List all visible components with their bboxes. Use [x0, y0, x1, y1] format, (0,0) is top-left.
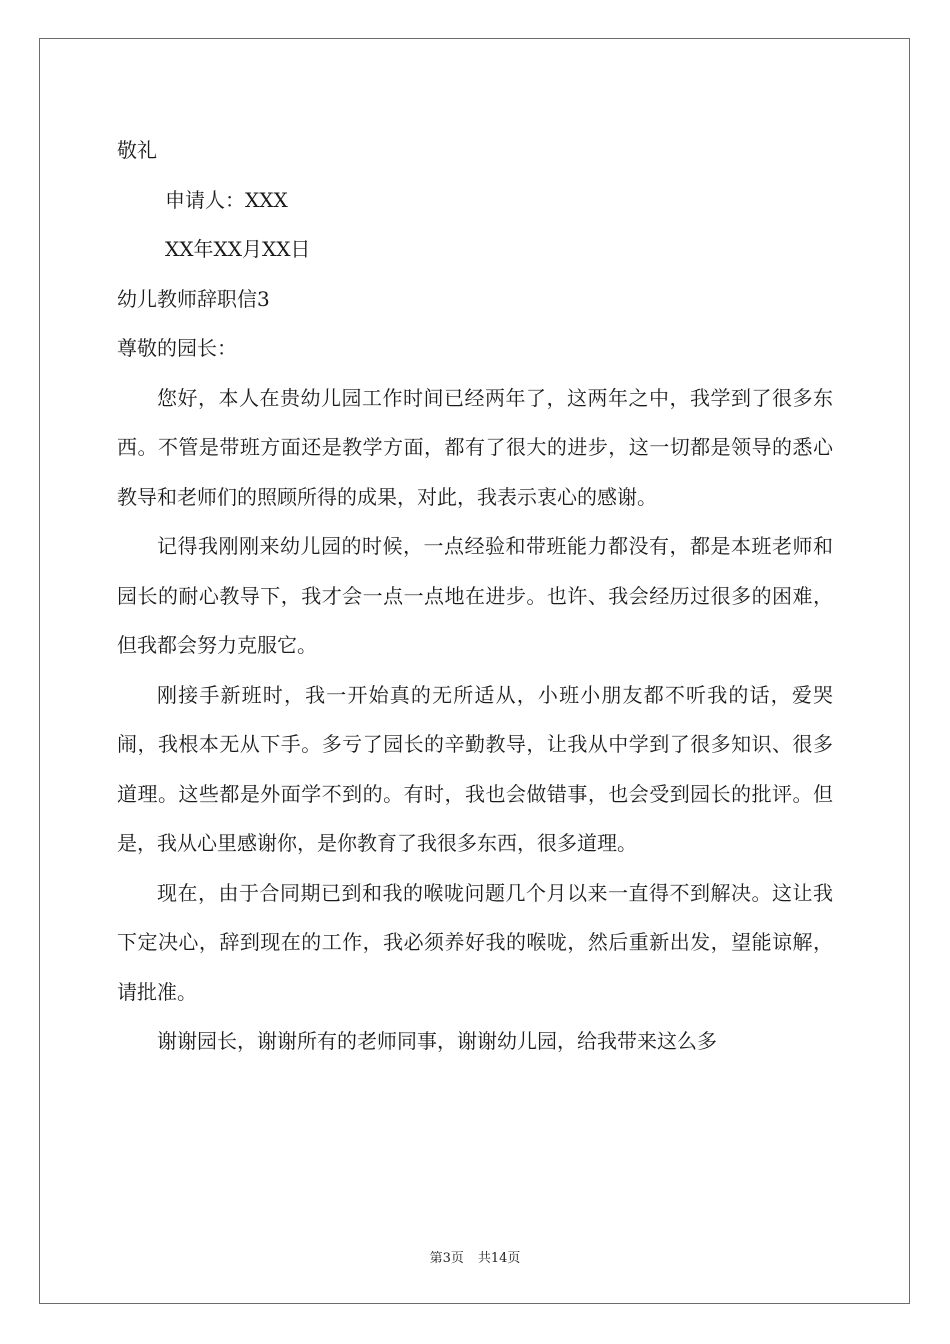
paragraph-3: 刚接手新班时，我一开始真的无所适从，小班小朋友都不听我的话，爱哭闹，我根本无从下手。多亏了园长的辛勤教导，让我从中学到了很多知识、很多道理。这些都是外面学不到的。有时，我也会做错事，也会受到园长的批评。但是，我从心里感谢你，是你教育了我很多东西，很多道理。 [117, 682, 833, 855]
page-total: 共14页 [477, 1251, 521, 1266]
letter-title: 幼儿教师辞职信3 [117, 286, 270, 311]
closing-line: 敬礼 [117, 138, 157, 162]
paragraph-2: 记得我刚刚来幼儿园的时候，一点经验和带班能力都没有，都是本班老师和园长的耐心教导下，我才会一点一点地在进步。也许、我会经历过很多的困难，但我都会努力克服它。 [117, 534, 833, 657]
page-footer [0, 1247, 950, 1266]
date-line: XX年XX月XX日 [165, 237, 311, 261]
paragraph-1: 您好，本人在贵幼儿园工作时间已经两年了，这两年之中，我学到了很多东西。不管是带班方面还是教学方面，都有了很大的进步，这一切都是领导的悉心教导和老师们的照顾所得的成果，对此，我表示衷心的感谢。 [117, 385, 833, 509]
paragraph-5: 谢谢园长，谢谢所有的老师同事，谢谢幼儿园，给我带来这么多 [157, 1029, 717, 1053]
paragraph-4: 现在，由于合同期已到和我的喉咙问题几个月以来一直得不到解决。这让我下定决心，辞到现在的工作，我必须养好我的喉咙，然后重新出发，望能谅解，请批准。 [117, 880, 833, 1004]
document-body [117, 126, 833, 1067]
applicant-line: 申请人：XXX [165, 187, 288, 212]
salutation: 尊敬的园长： [117, 336, 237, 360]
page-number: 第3页 [429, 1251, 464, 1266]
